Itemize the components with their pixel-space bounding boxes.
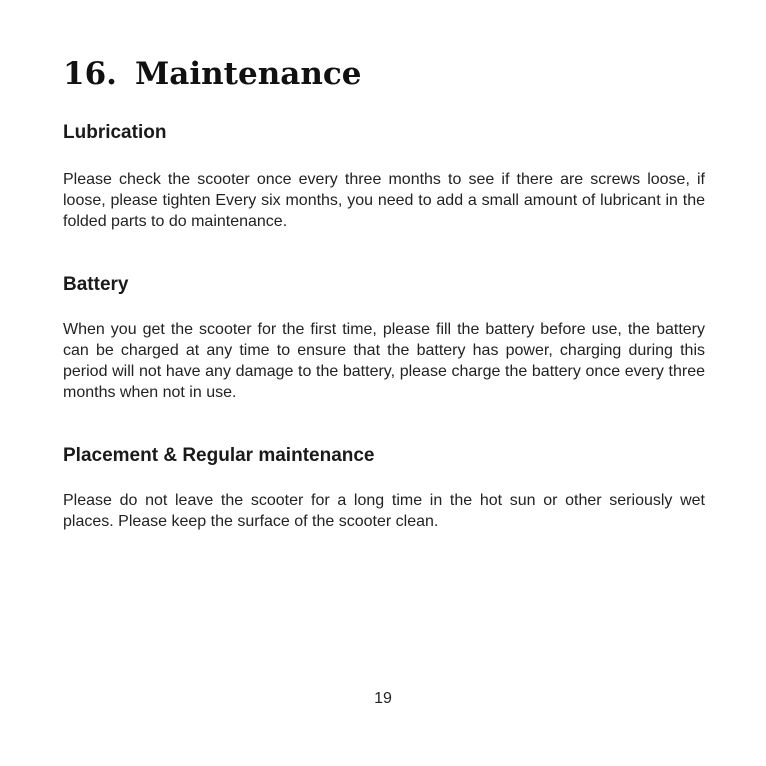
section-heading-battery: Battery [63, 274, 129, 295]
chapter-title [63, 54, 361, 94]
section-body-battery: When you get the scooter for the first time, please fill the battery before use, the battery can be charged at any time to ensure that the battery has power, charging during this period will not have any damage to the battery, please charge the battery once every three months when not in use. [63, 321, 705, 401]
section-heading-lubrication: Lubrication [63, 122, 167, 143]
section-body-placement: Please do not leave the scooter for a long time in the hot sun or other seriously wet places. Please keep the surface of the scooter clean. [63, 492, 705, 530]
section-body-lubrication: Please check the scooter once every three months to see if there are screws loose, if loose, please tighten Every six months, you need to add a small amount of lubricant in the folded parts to do maintenance. [63, 171, 705, 230]
chapter-title-text: Maintenance [134, 56, 362, 92]
section-heading-placement: Placement & Regular maintenance [63, 445, 375, 466]
page-number: 19 [374, 690, 392, 707]
chapter-number: 16. [63, 56, 117, 92]
